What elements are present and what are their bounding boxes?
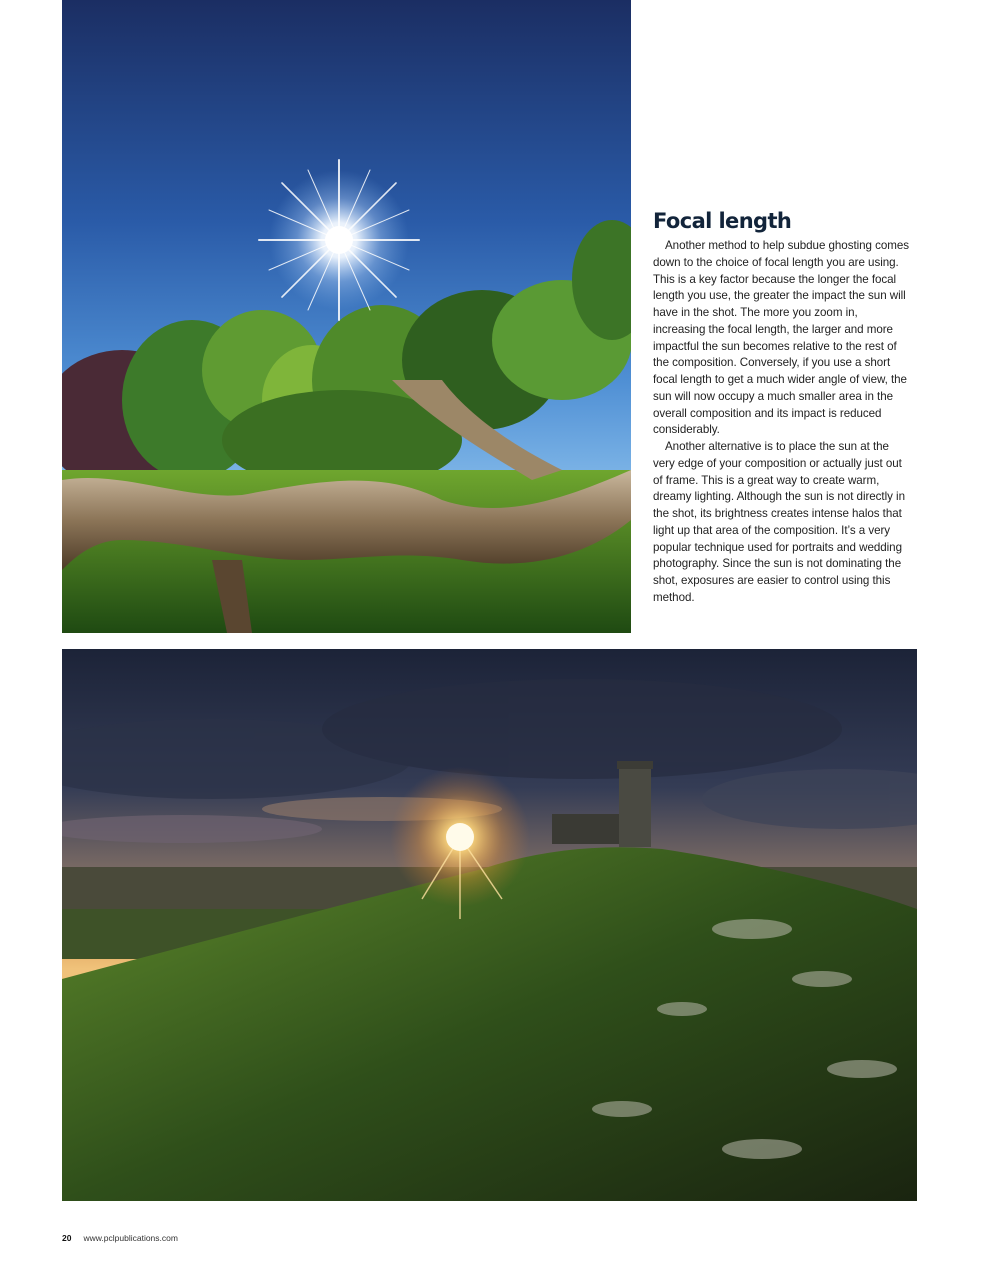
page-footer <box>62 1233 178 1243</box>
section-heading: Focal length <box>653 209 792 233</box>
hilltop-church-sunset-photo <box>62 649 917 1201</box>
page-number: 20 <box>62 1233 72 1243</box>
body-paragraph-1: Another method to help subdue ghosting comes down to the choice of focal length you are using. This is a key factor because the longer the focal length you use, the greater the impact the sun will have in the shot. The more you zoom in, increasing the focal length, the larger and more impactful the sun becomes relative to the rest of the composition. Conversely, if you use a short focal length to get a much wider angle of view, the sun will now occupy a much smaller area in the overall composition and its impact is reduced considerably. <box>653 239 910 437</box>
website-url: www.pclpublications.com <box>83 1233 178 1243</box>
body-paragraph-2: Another alternative is to place the sun at the very edge of your composition or actually just out of frame. This is a great way to create warm, dreamy lighting. Although the sun is not directly in the shot, its brightness creates intense halos that light up that area of the composition. It’s a very popular technique used for portraits and wedding photography. Since the sun is not dominating the shot, exposures are easier to control using this method. <box>653 440 905 604</box>
article-column <box>653 207 911 607</box>
sunstar-tree-photo <box>62 0 631 633</box>
